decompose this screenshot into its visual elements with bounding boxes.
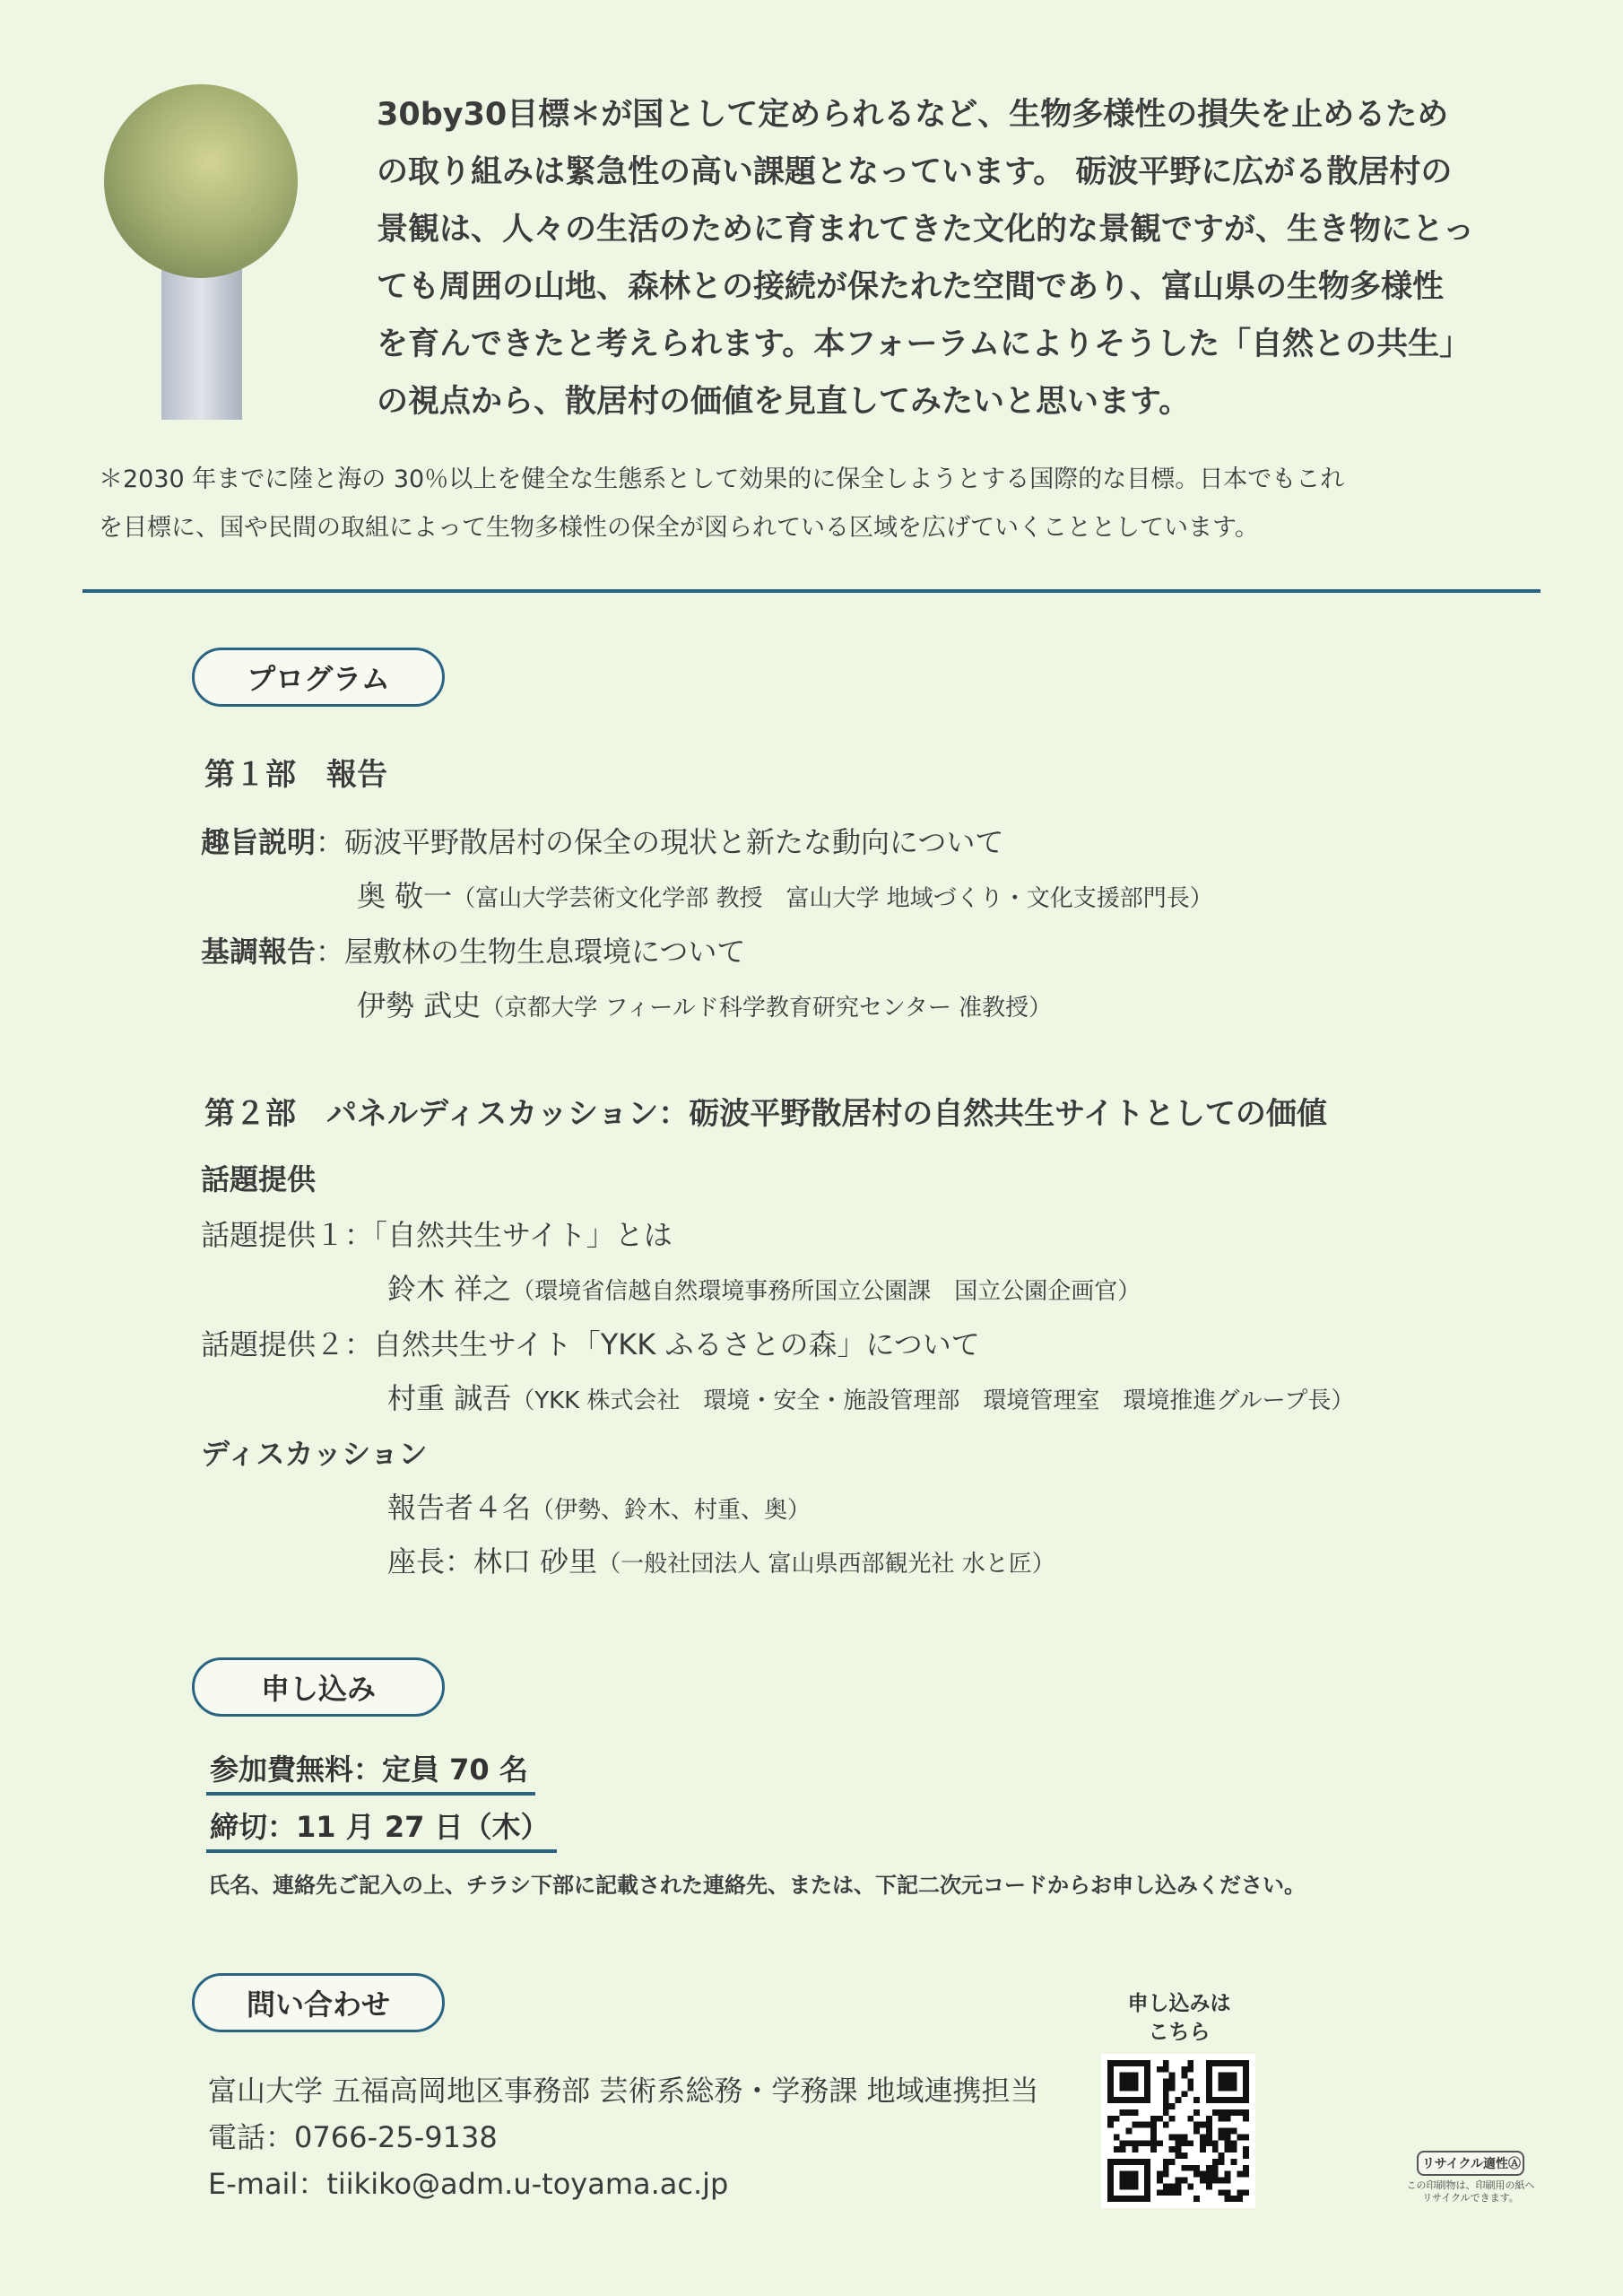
intro-line: ても周囲の山地、森林との接続が保たれた空間であり、富山県の生物多様性	[377, 269, 1445, 305]
intro-text	[377, 86, 1542, 430]
contact-phone[interactable]: 電話：0766-25-9138	[208, 2120, 498, 2154]
item-topic: ：屋敷林の生物生息環境について	[316, 935, 746, 969]
intro-line: の取り組みは緊急性の高い課題となっています。 砺波平野に広がる散居村の	[377, 154, 1453, 190]
discussion-note: （伊勢、鈴木、村重、奥）	[531, 1497, 812, 1524]
application-heading: 申し込み	[192, 1657, 445, 1717]
speaker-name: 村重 誠吾	[387, 1381, 512, 1415]
footnote	[99, 456, 1533, 552]
contact-org: 富山大学 五福高岡地区事務部 芸術系総務・学務課 地域連携担当	[208, 2074, 1039, 2108]
topics-heading: 話題提供	[201, 1162, 317, 1196]
section-divider	[82, 589, 1541, 593]
speaker-affiliation: （京都大学 フィールド科学教育研究センター 准教授）	[481, 995, 1053, 1022]
discussion-line	[387, 1485, 811, 1526]
item-topic: ：砺波平野散居村の保全の現状と新たな動向について	[316, 825, 1004, 859]
program-heading: プログラム	[192, 648, 445, 707]
part2-title: 第２部 パネルディスカッション：砺波平野散居村の自然共生サイトとしての価値	[204, 1096, 1327, 1132]
speaker-line	[357, 874, 1213, 915]
topic-item: 話題提供１：「自然共生サイト」とは	[201, 1218, 673, 1252]
intro-line: を育んできたと考えられます。本フォーラムによりそうした「自然との共生」	[377, 326, 1471, 362]
recycle-note-line: リサイクルできます。	[1422, 2192, 1519, 2204]
qr-code-icon[interactable]	[1101, 2054, 1255, 2208]
footnote-line: を目標に、国や民間の取組によって生物多様性の保全が図られている区域を広げていくこととしています。	[99, 514, 1259, 542]
topic-item: 話題提供２：自然共生サイト「YKK ふるさとの森」について	[201, 1327, 980, 1361]
speaker-name: 奥 敬一	[357, 879, 453, 913]
discussion-main: 報告者４名	[387, 1491, 532, 1525]
discussion-line	[387, 1539, 1055, 1580]
speaker-name: 鈴木 祥之	[387, 1272, 512, 1306]
recycle-mark	[1399, 2151, 1542, 2205]
fee-info: 参加費無料：定員 70 名	[206, 1747, 535, 1796]
speaker-line	[387, 1376, 1354, 1417]
deadline-info: 締切：11 月 27 日（木）	[206, 1805, 557, 1853]
recycle-note	[1399, 2179, 1542, 2205]
discussion-note: （一般社団法人 富山県西部観光社 水と匠）	[597, 1551, 1055, 1578]
tree-illustration	[90, 81, 314, 422]
recycle-badge: リサイクル適性Ⓐ	[1417, 2151, 1524, 2176]
contact-email[interactable]: E-mail：tiikiko@adm.u-toyama.ac.jp	[208, 2167, 729, 2201]
qr-label-line: こちら	[1148, 2021, 1211, 2044]
discussion-heading: ディスカッション	[201, 1437, 428, 1471]
intro-line: の視点から、散居村の価値を見直してみたいと思います。	[377, 384, 1191, 420]
speaker-affiliation: （富山大学芸術文化学部 教授 富山大学 地域づくり・文化支援部門長）	[452, 885, 1213, 912]
part1-title: 第１部 報告	[204, 757, 387, 793]
speaker-name: 伊勢 武史	[357, 988, 482, 1022]
qr-label-line: 申し込みは	[1127, 1992, 1231, 2015]
intro-line: 景観は、人々の生活のために育まれてきた文化的な景観ですが、生き物にとっ	[377, 212, 1475, 248]
footnote-line: ＊2030 年までに陸と海の 30％以上を健全な生態系として効果的に保全しようとする国際的な目標。日本でもこれ	[99, 465, 1345, 493]
speaker-line	[387, 1266, 1141, 1308]
recycle-note-line: この印刷物は、印刷用の紙へ	[1406, 2179, 1535, 2191]
speaker-affiliation: （環境省信越自然環境事務所国立公園課 国立公園企画官）	[511, 1278, 1141, 1305]
application-note: 氏名、連絡先ご記入の上、チラシ下部に記載された連絡先、または、下記二次元コードからお申し込みください。	[208, 1873, 1306, 1898]
program-item	[201, 929, 745, 970]
speaker-line	[357, 983, 1052, 1024]
discussion-main: 座長：林口 砂里	[387, 1544, 598, 1578]
item-label: 基調報告	[201, 935, 317, 969]
intro-line: 30by30目標＊が国として定められるなど、生物多様性の損失を止めるため	[377, 97, 1449, 133]
speaker-affiliation: （YKK 株式会社 環境・安全・施設管理部 環境管理室 環境推進グループ長）	[511, 1387, 1355, 1414]
item-label: 趣旨説明	[201, 825, 317, 859]
contact-heading: 問い合わせ	[192, 1973, 445, 2032]
qr-label	[1103, 1989, 1255, 2047]
program-item	[201, 820, 1003, 861]
